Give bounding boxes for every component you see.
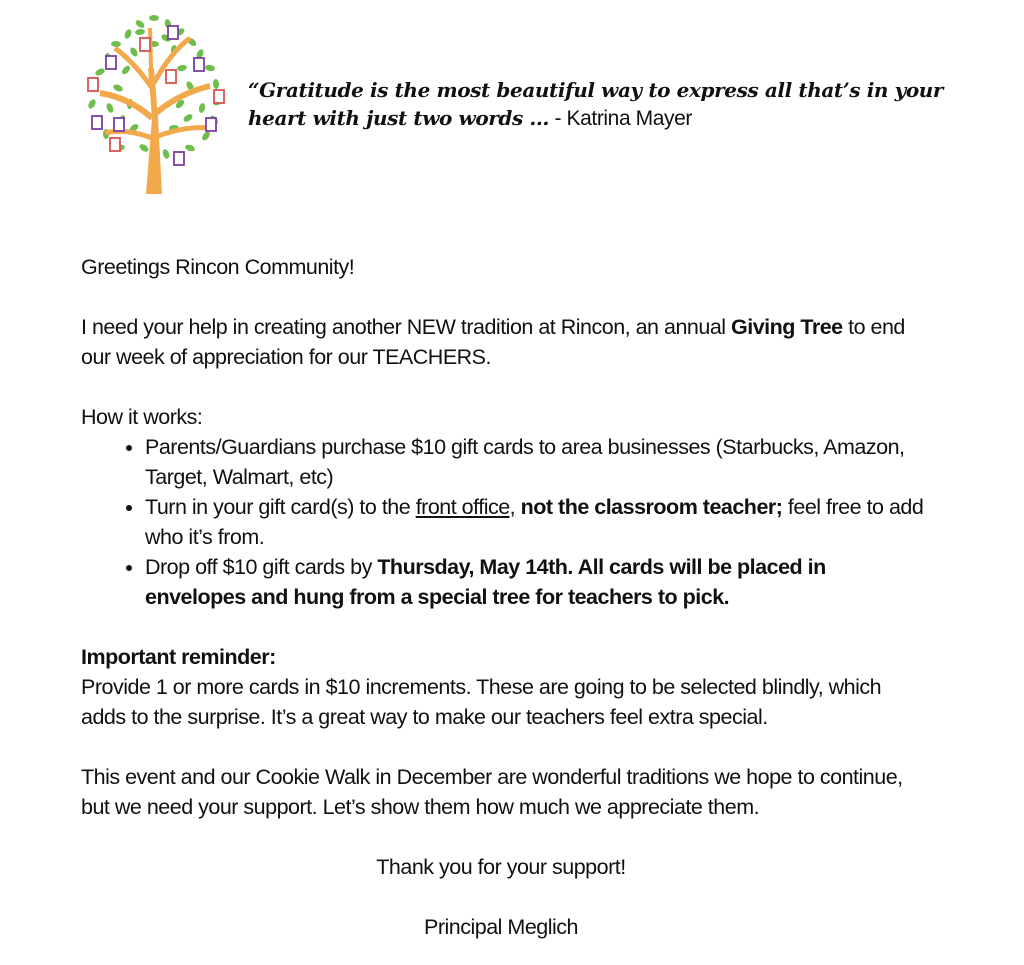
- leaf: [135, 28, 146, 35]
- leaf: [111, 41, 121, 48]
- leaf: [198, 102, 206, 113]
- gift-card-icon: [166, 70, 176, 83]
- leaf: [182, 113, 194, 124]
- gift-card-icon: [140, 38, 150, 51]
- step-text: Turn in your gift card(s) to the: [145, 495, 416, 519]
- inspirational-quote: [248, 76, 948, 133]
- giving-tree-emphasis: Giving Tree: [731, 315, 843, 339]
- gift-card-icon: [114, 118, 124, 131]
- leaf: [162, 148, 171, 159]
- quote-text: “Gratitude is the most beautiful way to express all that’s in your heart with just two words …: [248, 78, 944, 130]
- not-teacher-emphasis: not the classroom teacher;: [515, 495, 783, 519]
- intro-paragraph: [81, 312, 931, 372]
- leaf: [120, 64, 131, 75]
- intro-text-end: to end our week of appreciation for our TEACHERS.: [81, 315, 905, 369]
- gift-card-icon: [206, 118, 216, 131]
- list-item: [145, 552, 931, 612]
- step-text: Drop off $10 gift cards by: [145, 555, 378, 579]
- gift-card-icon: [92, 116, 102, 129]
- deadline-emphasis: Thursday, May 14th. All cards will be placed in envelopes and hung from a special tree for teachers to pick.: [145, 555, 826, 609]
- how-it-works-heading: How it works:: [81, 405, 203, 429]
- leaf: [138, 143, 150, 154]
- steps-list: [81, 432, 931, 612]
- leaf: [184, 143, 195, 152]
- quote-author: - Katrina Mayer: [549, 107, 693, 130]
- gift-card-icon: [174, 152, 184, 165]
- gift-card-icon: [110, 138, 120, 151]
- signature: Principal Meglich: [423, 915, 578, 939]
- list-item: [145, 492, 931, 552]
- leaf: [205, 64, 216, 72]
- leaf: [87, 98, 97, 110]
- intro-text: I need your help in creating another NEW tradition at Rincon, an annual: [81, 315, 732, 339]
- gift-card-icon: [106, 56, 116, 69]
- thank-you-line: Thank you for your support!: [376, 855, 626, 879]
- reminder-paragraph: Provide 1 or more cards in $10 increments. These are going to be selected blindly, which adds to the surprise. It’s a great way to make our teachers feel extra special.: [81, 675, 882, 729]
- gift-card-icon: [214, 90, 224, 103]
- gift-card-icon: [194, 58, 204, 71]
- leaf: [129, 46, 139, 58]
- closing-paragraph: This event and our Cookie Walk in December are wonderful traditions we hope to continue, but we need your support. Let’s show them how much we appreciate them.: [81, 765, 903, 819]
- leaf: [105, 102, 114, 114]
- leaf: [176, 64, 187, 72]
- letter-body: [81, 252, 931, 942]
- greeting: Greetings Rincon Community!: [81, 255, 355, 279]
- reminder-heading: Important reminder:: [81, 645, 276, 669]
- step-text: Parents/Guardians purchase $10 gift cards to area businesses (Starbucks, Amazon, Target, Walmart, etc): [145, 435, 905, 489]
- step-text-end: feel free to add who it’s from.: [145, 495, 924, 549]
- front-office-underline: front office,: [415, 495, 516, 519]
- leaf: [212, 79, 219, 90]
- leaf: [94, 67, 106, 77]
- list-item: [145, 432, 931, 492]
- leaf: [149, 15, 159, 21]
- gift-card-icon: [168, 26, 178, 39]
- giving-tree-logo: [70, 8, 240, 198]
- leaf: [134, 19, 146, 30]
- gift-card-icon: [88, 78, 98, 91]
- leaf: [123, 28, 132, 39]
- leaf: [112, 83, 124, 93]
- leaf: [201, 130, 212, 142]
